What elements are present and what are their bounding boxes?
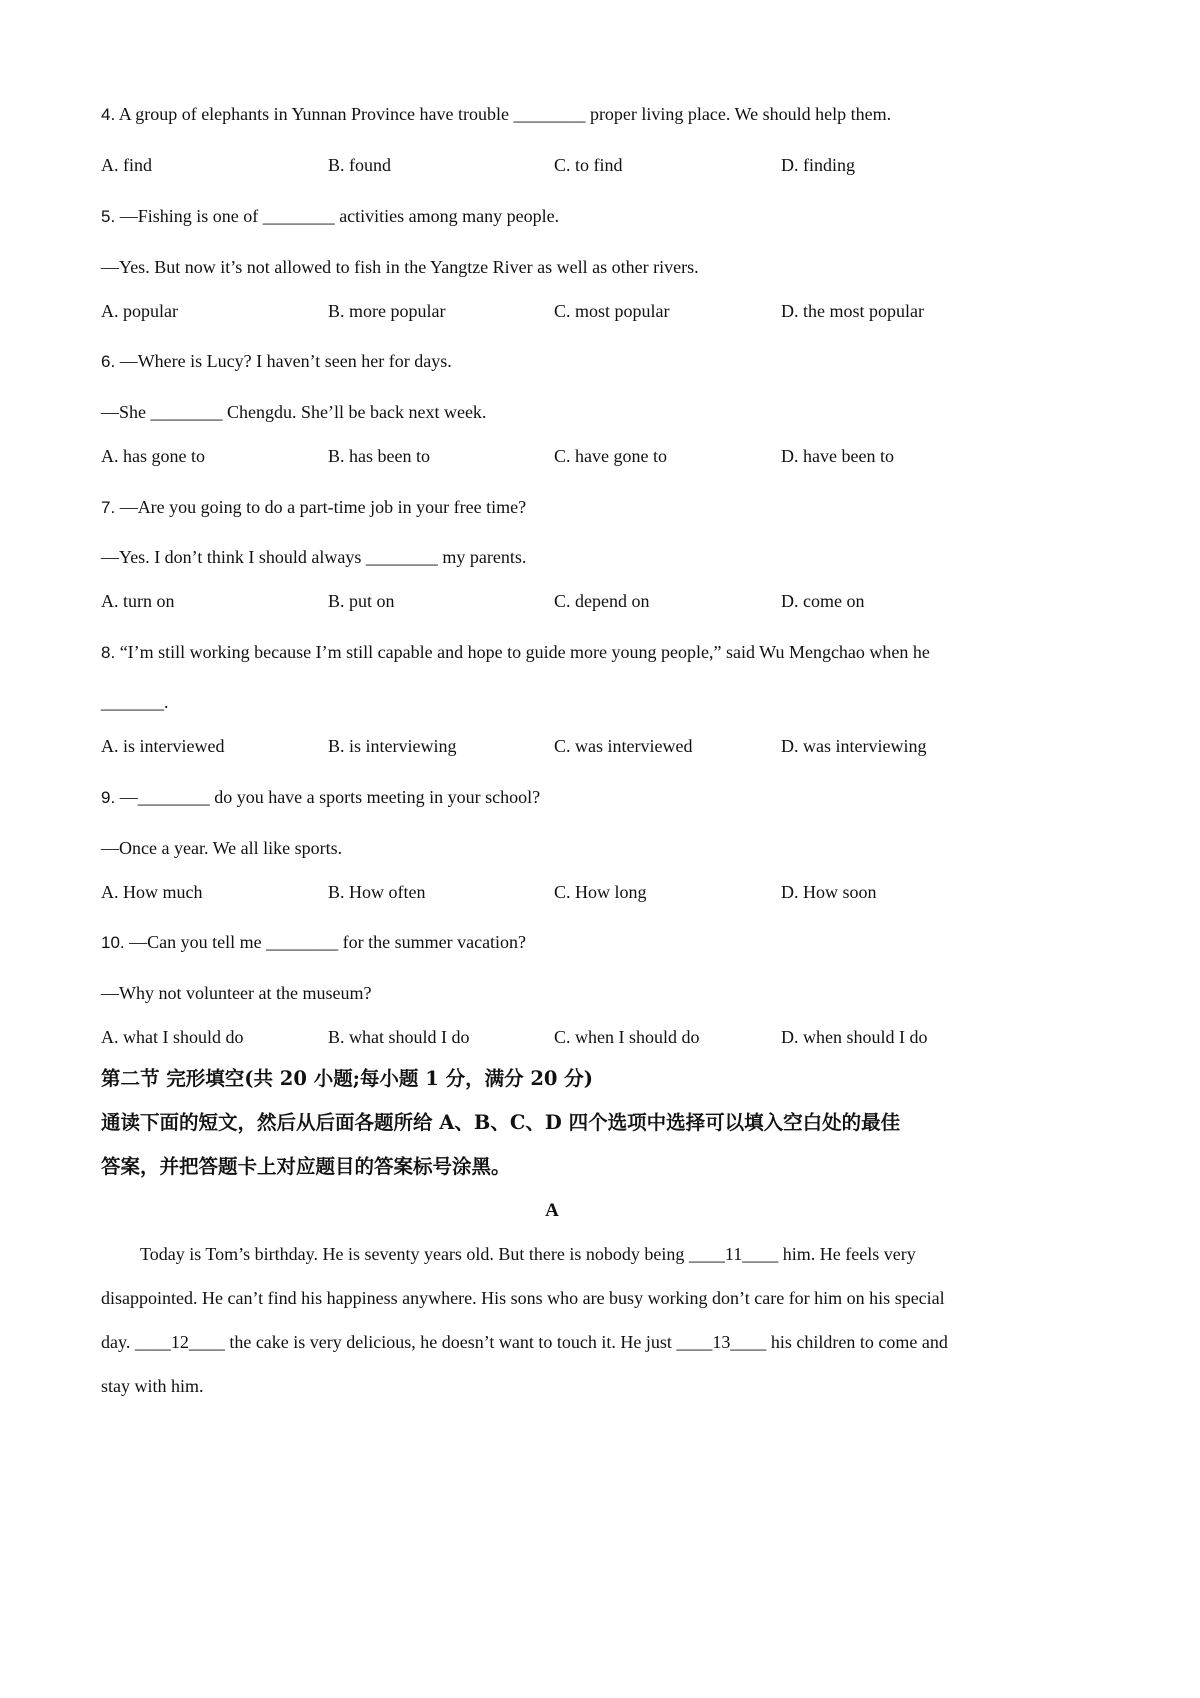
passage-line-3 <box>101 1330 948 1354</box>
passage-text: the cake is very delicious, he doesn’t want to touch it. He just <box>224 1332 677 1352</box>
question-6-option-a: A. has gone to <box>101 446 205 466</box>
question-10-reply: —Why not volunteer at the museum? <box>101 983 372 1003</box>
question-10-option-a: A. what I should do <box>101 1027 244 1047</box>
question-5-option-b: B. more popular <box>328 301 446 321</box>
passage-line-2: disappointed. He can’t find his happiness anywhere. His sons who are busy working don’t care for him on his special <box>101 1288 945 1308</box>
passage-text: him. He feels very <box>778 1244 916 1264</box>
question-number: 5. <box>101 207 116 226</box>
question-text: —Are you going to do a part-time job in your free time? <box>115 497 527 517</box>
question-9-option-b: B. How often <box>328 882 426 902</box>
question-6-reply: —She ________ Chengdu. She’ll be back next week. <box>101 402 487 422</box>
question-4-option-d: D. finding <box>781 155 855 175</box>
question-4-option-a: A. find <box>101 155 152 175</box>
question-8-option-b: B. is interviewing <box>328 736 457 756</box>
blank-13: ____13____ <box>676 1332 767 1352</box>
question-text: “I’m still working because I’m still capable and hope to guide more young people,” said Wu Mengchao when he <box>115 642 930 662</box>
section-heading: 第二节 完形填空(共 20 小题;每小题 1 分，满分 20 分) <box>101 1067 594 1090</box>
question-number: 8. <box>101 643 116 662</box>
section-instruction-line-1: 通读下面的短文，然后从后面各题所给 A、B、C、D 四个选项中选择可以填入空白处的最佳 <box>101 1111 901 1134</box>
question-9-stem <box>101 785 540 810</box>
question-5-option-c: C. most popular <box>554 301 670 321</box>
question-7-stem <box>101 495 526 520</box>
question-9-reply: —Once a year. We all like sports. <box>101 838 343 858</box>
passage-text: his children to come and <box>766 1332 948 1352</box>
question-8-option-a: A. is interviewed <box>101 736 225 756</box>
question-5-option-d: D. the most popular <box>781 301 924 321</box>
passage-title: A <box>545 1200 559 1221</box>
question-6-option-b: B. has been to <box>328 446 430 466</box>
question-number: 6. <box>101 352 116 371</box>
question-number: 7. <box>101 498 116 517</box>
question-text: —Can you tell me ________ for the summer vacation? <box>124 932 527 952</box>
question-8-option-c: C. was interviewed <box>554 736 693 756</box>
question-5-reply: —Yes. But now it’s not allowed to fish in the Yangtze River as well as other rivers. <box>101 257 699 277</box>
question-10-stem <box>101 930 526 955</box>
question-8-option-d: D. was interviewing <box>781 736 927 756</box>
question-text: —Where is Lucy? I haven’t seen her for days. <box>115 351 452 371</box>
question-7-option-a: A. turn on <box>101 591 175 611</box>
passage-line-1 <box>140 1242 916 1266</box>
section-instruction-line-2: 答案，并把答题卡上对应题目的答案标号涂黑。 <box>101 1155 511 1178</box>
question-4-stem <box>101 102 891 127</box>
question-8-stem-continued: _______. <box>101 692 169 712</box>
question-number: 9. <box>101 788 116 807</box>
question-6-option-c: C. have gone to <box>554 446 667 466</box>
question-6-stem <box>101 349 452 374</box>
question-8-stem <box>101 640 930 665</box>
question-9-option-d: D. How soon <box>781 882 877 902</box>
question-10-option-d: D. when should I do <box>781 1027 928 1047</box>
question-9-option-c: C. How long <box>554 882 647 902</box>
question-6-option-d: D. have been to <box>781 446 894 466</box>
question-7-option-b: B. put on <box>328 591 395 611</box>
passage-text: day. <box>101 1332 135 1352</box>
question-4-option-c: C. to find <box>554 155 623 175</box>
question-10-option-c: C. when I should do <box>554 1027 700 1047</box>
question-7-reply: —Yes. I don’t think I should always ________ my parents. <box>101 547 527 567</box>
question-number: 10. <box>101 933 125 952</box>
question-9-option-a: A. How much <box>101 882 203 902</box>
question-text: —Fishing is one of ________ activities among many people. <box>115 206 560 226</box>
question-text: A group of elephants in Yunnan Province have trouble ________ proper living place. We should help them. <box>115 104 892 124</box>
question-5-option-a: A. popular <box>101 301 178 321</box>
question-number: 4. <box>101 105 116 124</box>
passage-line-4: stay with him. <box>101 1376 204 1396</box>
blank-12: ____12____ <box>134 1332 225 1352</box>
question-7-option-c: C. depend on <box>554 591 650 611</box>
question-4-option-b: B. found <box>328 155 391 175</box>
question-10-option-b: B. what should I do <box>328 1027 470 1047</box>
question-text: —________ do you have a sports meeting in your school? <box>115 787 541 807</box>
passage-text: Today is Tom’s birthday. He is seventy years old. But there is nobody being <box>140 1244 689 1264</box>
question-7-option-d: D. come on <box>781 591 865 611</box>
blank-11: ____11____ <box>688 1244 779 1264</box>
question-5-stem <box>101 204 559 229</box>
